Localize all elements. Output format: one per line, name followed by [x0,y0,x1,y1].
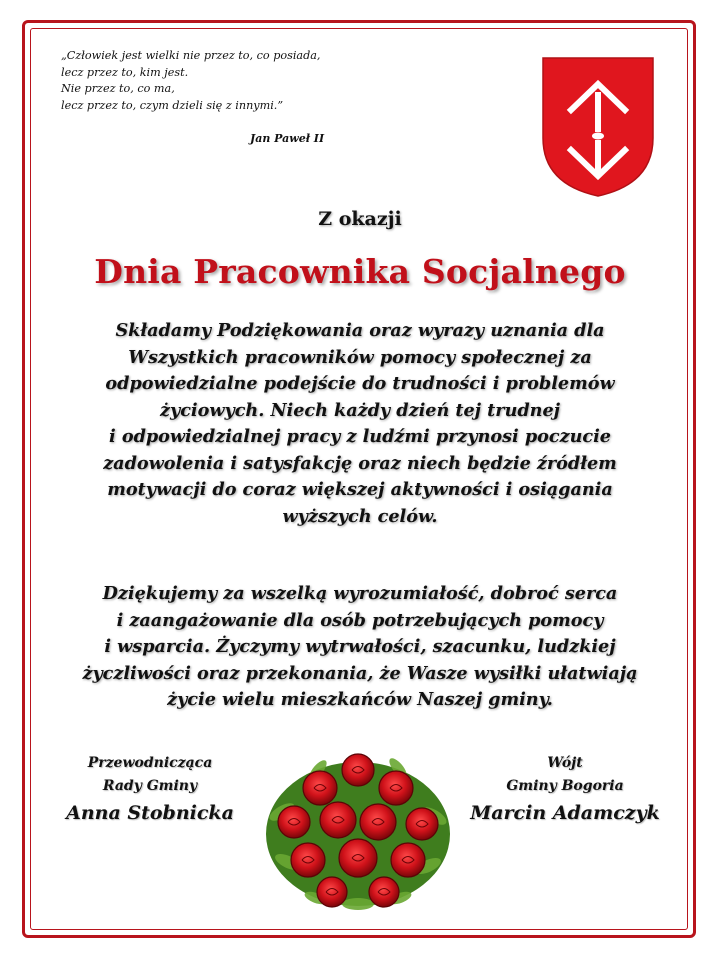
signature-role: Przewodnicząca [87,755,213,771]
signature-right [465,752,665,828]
wishes-paragraph [0,581,720,714]
paragraph-line: motywacji do coraz większej aktywności i osiągania [107,479,613,500]
paragraph-line: Dziękujemy za wszelką wyrozumiałość, dobroć serca [102,583,618,604]
signature-role: Rady Gminy [102,778,198,794]
paragraph-line: i wsparcia. Życzymy wytrwałości, szacunku, ludzkiej [104,636,616,657]
signature-left [55,752,245,828]
signature-role: Gminy Bogoria [506,778,624,794]
paragraph-line: życzliwości oraz przekonania, że Wasze wysiłki ułatwiają [82,662,638,684]
quote-author: Jan Paweł II [250,132,325,145]
paragraph-line: Wszystkich pracowników pomocy społecznej za [128,346,592,368]
paragraph-line: życie wielu mieszkańców Naszej gminy. [167,689,553,710]
paragraph-line: zadowolenia i satysfakcję oraz niech będzie źródłem [103,452,617,474]
signature-role: Wójt [547,755,583,771]
paragraph-line: odpowiedzialne podejście do trudności i problemów [105,373,615,394]
quote-block [61,48,391,114]
quote-line: „Człowiek jest wielki nie przez to, co posiada, [61,49,321,62]
paragraph-line: życiowych. Niech każdy dzień tej trudnej [159,399,561,421]
rose-bouquet-image [258,742,458,920]
coat-of-arms-icon [541,56,655,198]
quote-line: Nie przez to, co ma, [61,82,175,95]
paragraph-line: i odpowiedzialnej pracy z ludźmi przynosi poczucie [109,426,611,447]
paragraph-line: i zaangażowanie dla osób potrzebujących pomocy [116,609,604,631]
signature-name: Marcin Adamczyk [470,802,660,824]
occasion-heading: Z okazji [318,208,402,230]
thanks-paragraph [0,318,720,530]
signature-name: Anna Stobnicka [66,802,234,824]
paragraph-line: Składamy Podziękowania oraz wyrazy uznania dla [115,320,605,341]
page-title: Dnia Pracownika Socjalnego [94,252,626,291]
quote-line: lecz przez to, czym dzieli się z innymi.” [61,98,284,112]
quote-line: lecz przez to, kim jest. [61,65,189,79]
paragraph-line: wyższych celów. [282,505,438,527]
